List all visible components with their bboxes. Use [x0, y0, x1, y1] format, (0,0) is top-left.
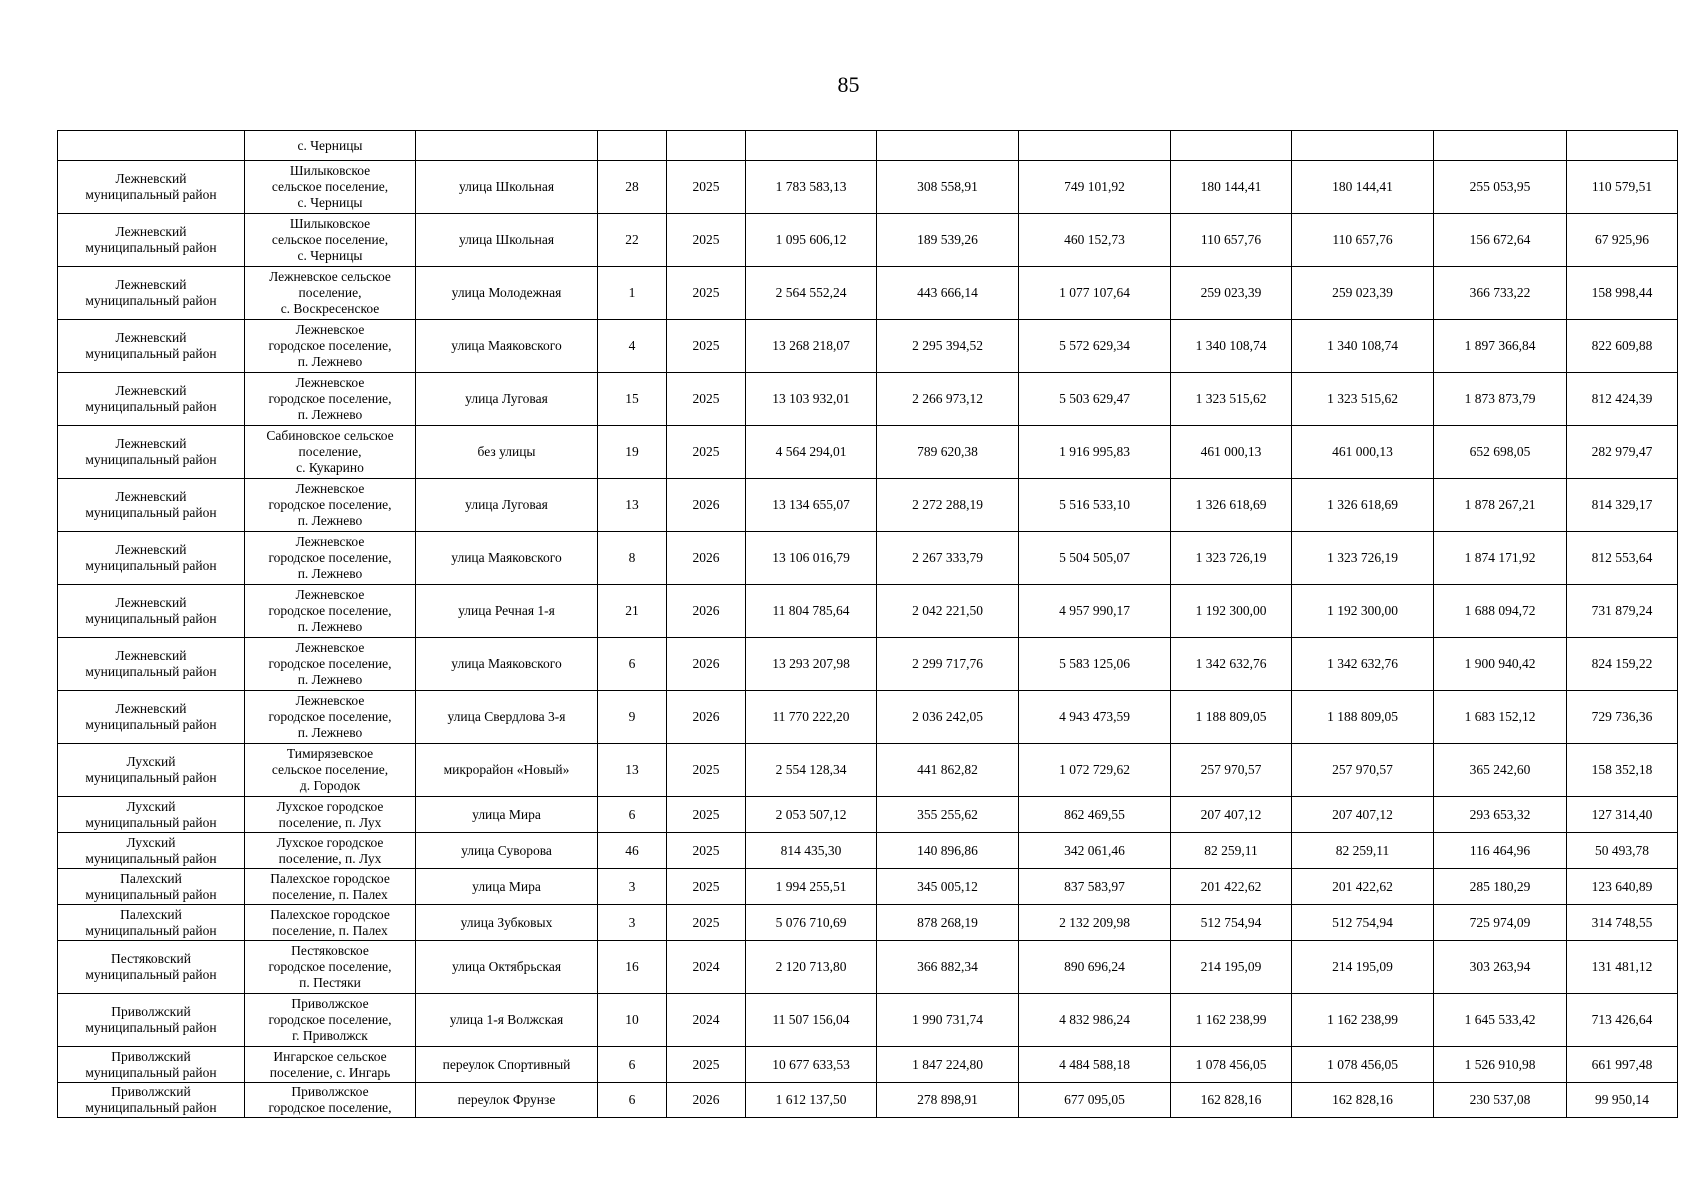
- house-number-cell: 3: [598, 869, 667, 905]
- value-cell-1: 366 882,34: [877, 941, 1019, 994]
- house-number-cell: 6: [598, 1083, 667, 1118]
- value-cell-5: 1 688 094,72: [1434, 585, 1567, 638]
- street-cell: переулок Спортивный: [416, 1047, 598, 1083]
- value-cell-3: 162 828,16: [1171, 1083, 1292, 1118]
- value-cell-5: 1 526 910,98: [1434, 1047, 1567, 1083]
- district-cell: Лежневский муниципальный район: [58, 585, 245, 638]
- value-cell-2: 4 484 588,18: [1019, 1047, 1171, 1083]
- year-cell: 2025: [667, 161, 746, 214]
- year-cell: 2025: [667, 905, 746, 941]
- value-cell-1: 2 267 333,79: [877, 532, 1019, 585]
- year-cell: 2026: [667, 1083, 746, 1118]
- value-cell-1: 443 666,14: [877, 267, 1019, 320]
- table-row: [58, 214, 1678, 267]
- value-cell-5: 725 974,09: [1434, 905, 1567, 941]
- year-cell: 2025: [667, 214, 746, 267]
- house-number-cell: 16: [598, 941, 667, 994]
- table-row: [58, 941, 1678, 994]
- table-row: [58, 638, 1678, 691]
- settlement-cell: Лежневское городское поселение, п. Лежнево: [245, 691, 416, 744]
- value-cell-5: 652 698,05: [1434, 426, 1567, 479]
- total-cost-cell: 13 134 655,07: [746, 479, 877, 532]
- house-number-cell: 13: [598, 479, 667, 532]
- value-cell-5: 1 897 366,84: [1434, 320, 1567, 373]
- house-number-cell: 4: [598, 320, 667, 373]
- value-cell-3: 1 162 238,99: [1171, 994, 1292, 1047]
- district-cell: [58, 131, 245, 161]
- district-cell: Приволжский муниципальный район: [58, 1047, 245, 1083]
- value-cell-5: 1 683 152,12: [1434, 691, 1567, 744]
- settlement-cell: Приволжское городское поселение,: [245, 1083, 416, 1118]
- value-cell-5: 116 464,96: [1434, 833, 1567, 869]
- value-cell-4: 1 162 238,99: [1292, 994, 1434, 1047]
- value-cell-6: 282 979,47: [1567, 426, 1678, 479]
- value-cell-1: 189 539,26: [877, 214, 1019, 267]
- value-cell-6: 812 553,64: [1567, 532, 1678, 585]
- total-cost-cell: [746, 131, 877, 161]
- district-cell: Лежневский муниципальный район: [58, 267, 245, 320]
- value-cell-2: 890 696,24: [1019, 941, 1171, 994]
- value-cell-3: 180 144,41: [1171, 161, 1292, 214]
- settlement-cell: Палехское городское поселение, п. Палех: [245, 869, 416, 905]
- total-cost-cell: 1 095 606,12: [746, 214, 877, 267]
- value-cell-6: 67 925,96: [1567, 214, 1678, 267]
- district-cell: Лежневский муниципальный район: [58, 214, 245, 267]
- house-number-cell: 22: [598, 214, 667, 267]
- value-cell-1: 789 620,38: [877, 426, 1019, 479]
- table-row: [58, 131, 1678, 161]
- street-cell: улица Школьная: [416, 214, 598, 267]
- settlement-cell: Лежневское городское поселение, п. Лежнево: [245, 532, 416, 585]
- value-cell-3: 259 023,39: [1171, 267, 1292, 320]
- total-cost-cell: 13 293 207,98: [746, 638, 877, 691]
- value-cell-1: 2 295 394,52: [877, 320, 1019, 373]
- value-cell-2: 5 516 533,10: [1019, 479, 1171, 532]
- value-cell-3: 512 754,94: [1171, 905, 1292, 941]
- value-cell-1: 2 266 973,12: [877, 373, 1019, 426]
- street-cell: улица 1-я Волжская: [416, 994, 598, 1047]
- value-cell-4: 1 326 618,69: [1292, 479, 1434, 532]
- value-cell-4: 82 259,11: [1292, 833, 1434, 869]
- total-cost-cell: 13 103 932,01: [746, 373, 877, 426]
- table-row: [58, 691, 1678, 744]
- year-cell: 2024: [667, 941, 746, 994]
- settlement-cell: Ингарское сельское поселение, с. Ингарь: [245, 1047, 416, 1083]
- value-cell-4: 180 144,41: [1292, 161, 1434, 214]
- settlement-cell: Лежневское городское поселение, п. Лежнево: [245, 479, 416, 532]
- value-cell-4: 110 657,76: [1292, 214, 1434, 267]
- value-cell-3: 1 188 809,05: [1171, 691, 1292, 744]
- value-cell-5: 1 645 533,42: [1434, 994, 1567, 1047]
- street-cell: улица Мира: [416, 797, 598, 833]
- year-cell: 2025: [667, 426, 746, 479]
- table-row: [58, 1047, 1678, 1083]
- value-cell-1: 278 898,91: [877, 1083, 1019, 1118]
- value-cell-4: 207 407,12: [1292, 797, 1434, 833]
- value-cell-3: 1 342 632,76: [1171, 638, 1292, 691]
- data-table: [57, 130, 1678, 1118]
- value-cell-4: 201 422,62: [1292, 869, 1434, 905]
- value-cell-2: 677 095,05: [1019, 1083, 1171, 1118]
- value-cell-4: 1 323 515,62: [1292, 373, 1434, 426]
- value-cell-3: 82 259,11: [1171, 833, 1292, 869]
- value-cell-4: 1 188 809,05: [1292, 691, 1434, 744]
- value-cell-6: 812 424,39: [1567, 373, 1678, 426]
- year-cell: 2025: [667, 744, 746, 797]
- house-number-cell: 6: [598, 638, 667, 691]
- value-cell-1: 2 042 221,50: [877, 585, 1019, 638]
- street-cell: улица Октябрьская: [416, 941, 598, 994]
- district-cell: Пестяковский муниципальный район: [58, 941, 245, 994]
- district-cell: Лежневский муниципальный район: [58, 161, 245, 214]
- table-row: [58, 426, 1678, 479]
- street-cell: улица Маяковского: [416, 532, 598, 585]
- total-cost-cell: 5 076 710,69: [746, 905, 877, 941]
- value-cell-3: 461 000,13: [1171, 426, 1292, 479]
- street-cell: без улицы: [416, 426, 598, 479]
- house-number-cell: 19: [598, 426, 667, 479]
- street-cell: улица Школьная: [416, 161, 598, 214]
- value-cell-3: 1 078 456,05: [1171, 1047, 1292, 1083]
- settlement-cell: Шилыковское сельское поселение, с. Черницы: [245, 161, 416, 214]
- settlement-cell: Лежневское городское поселение, п. Лежнево: [245, 320, 416, 373]
- house-number-cell: 13: [598, 744, 667, 797]
- value-cell-1: 878 268,19: [877, 905, 1019, 941]
- street-cell: улица Свердлова 3-я: [416, 691, 598, 744]
- value-cell-2: 837 583,97: [1019, 869, 1171, 905]
- value-cell-6: 824 159,22: [1567, 638, 1678, 691]
- value-cell-6: 158 352,18: [1567, 744, 1678, 797]
- settlement-cell: Лухское городское поселение, п. Лух: [245, 833, 416, 869]
- year-cell: 2026: [667, 638, 746, 691]
- value-cell-4: 461 000,13: [1292, 426, 1434, 479]
- settlement-cell: Палехское городское поселение, п. Палех: [245, 905, 416, 941]
- district-cell: Лухский муниципальный район: [58, 797, 245, 833]
- year-cell: 2025: [667, 1047, 746, 1083]
- street-cell: улица Мира: [416, 869, 598, 905]
- district-cell: Палехский муниципальный район: [58, 905, 245, 941]
- house-number-cell: 1: [598, 267, 667, 320]
- value-cell-1: 441 862,82: [877, 744, 1019, 797]
- house-number-cell: 21: [598, 585, 667, 638]
- street-cell: улица Луговая: [416, 373, 598, 426]
- value-cell-2: 1 072 729,62: [1019, 744, 1171, 797]
- value-cell-5: 366 733,22: [1434, 267, 1567, 320]
- district-cell: Приволжский муниципальный район: [58, 994, 245, 1047]
- table-row: [58, 320, 1678, 373]
- district-cell: Лухский муниципальный район: [58, 833, 245, 869]
- district-cell: Палехский муниципальный район: [58, 869, 245, 905]
- value-cell-3: 1 323 515,62: [1171, 373, 1292, 426]
- value-cell-6: 661 997,48: [1567, 1047, 1678, 1083]
- house-number-cell: 6: [598, 797, 667, 833]
- value-cell-5: 1 878 267,21: [1434, 479, 1567, 532]
- street-cell: улица Маяковского: [416, 320, 598, 373]
- street-cell: улица Суворова: [416, 833, 598, 869]
- house-number-cell: 15: [598, 373, 667, 426]
- value-cell-5: 230 537,08: [1434, 1083, 1567, 1118]
- settlement-cell: Лежневское сельское поселение, с. Воскресенское: [245, 267, 416, 320]
- value-cell-4: 1 078 456,05: [1292, 1047, 1434, 1083]
- settlement-cell: Приволжское городское поселение, г. Приволжск: [245, 994, 416, 1047]
- value-cell-3: 201 422,62: [1171, 869, 1292, 905]
- value-cell-2: 749 101,92: [1019, 161, 1171, 214]
- district-cell: Лежневский муниципальный район: [58, 691, 245, 744]
- total-cost-cell: 2 120 713,80: [746, 941, 877, 994]
- value-cell-4: 214 195,09: [1292, 941, 1434, 994]
- value-cell-6: 110 579,51: [1567, 161, 1678, 214]
- value-cell-3: 257 970,57: [1171, 744, 1292, 797]
- year-cell: 2026: [667, 479, 746, 532]
- total-cost-cell: 1 612 137,50: [746, 1083, 877, 1118]
- table-row: [58, 905, 1678, 941]
- table-row: [58, 585, 1678, 638]
- value-cell-3: 1 326 618,69: [1171, 479, 1292, 532]
- house-number-cell: 28: [598, 161, 667, 214]
- house-number-cell: 8: [598, 532, 667, 585]
- value-cell-3: 1 192 300,00: [1171, 585, 1292, 638]
- value-cell-4: 1 323 726,19: [1292, 532, 1434, 585]
- value-cell-2: 460 152,73: [1019, 214, 1171, 267]
- value-cell-6: 99 950,14: [1567, 1083, 1678, 1118]
- total-cost-cell: 1 994 255,51: [746, 869, 877, 905]
- total-cost-cell: 11 804 785,64: [746, 585, 877, 638]
- value-cell-6: 713 426,64: [1567, 994, 1678, 1047]
- district-cell: Лежневский муниципальный район: [58, 532, 245, 585]
- total-cost-cell: 2 564 552,24: [746, 267, 877, 320]
- value-cell-5: 156 672,64: [1434, 214, 1567, 267]
- value-cell-3: 110 657,76: [1171, 214, 1292, 267]
- value-cell-6: 158 998,44: [1567, 267, 1678, 320]
- value-cell-1: 1 990 731,74: [877, 994, 1019, 1047]
- table-row: [58, 267, 1678, 320]
- value-cell-2: 5 503 629,47: [1019, 373, 1171, 426]
- value-cell-3: 1 340 108,74: [1171, 320, 1292, 373]
- value-cell-2: [1019, 131, 1171, 161]
- value-cell-2: 1 916 995,83: [1019, 426, 1171, 479]
- total-cost-cell: 13 268 218,07: [746, 320, 877, 373]
- table-row: [58, 373, 1678, 426]
- value-cell-5: 365 242,60: [1434, 744, 1567, 797]
- value-cell-1: 345 005,12: [877, 869, 1019, 905]
- value-cell-5: 1 873 873,79: [1434, 373, 1567, 426]
- value-cell-4: 1 192 300,00: [1292, 585, 1434, 638]
- house-number-cell: [598, 131, 667, 161]
- value-cell-4: 1 340 108,74: [1292, 320, 1434, 373]
- page-number: 85: [837, 72, 860, 97]
- value-cell-2: 5 504 505,07: [1019, 532, 1171, 585]
- value-cell-3: 1 323 726,19: [1171, 532, 1292, 585]
- year-cell: 2026: [667, 532, 746, 585]
- total-cost-cell: 4 564 294,01: [746, 426, 877, 479]
- year-cell: [667, 131, 746, 161]
- value-cell-5: 1 900 940,42: [1434, 638, 1567, 691]
- street-cell: улица Зубковых: [416, 905, 598, 941]
- settlement-cell: Лежневское городское поселение, п. Лежнево: [245, 373, 416, 426]
- total-cost-cell: 814 435,30: [746, 833, 877, 869]
- total-cost-cell: 2 554 128,34: [746, 744, 877, 797]
- year-cell: 2026: [667, 691, 746, 744]
- house-number-cell: 9: [598, 691, 667, 744]
- value-cell-5: 1 874 171,92: [1434, 532, 1567, 585]
- district-cell: Лежневский муниципальный район: [58, 638, 245, 691]
- value-cell-5: 303 263,94: [1434, 941, 1567, 994]
- settlement-cell: с. Черницы: [245, 131, 416, 161]
- year-cell: 2024: [667, 994, 746, 1047]
- year-cell: 2025: [667, 373, 746, 426]
- settlement-cell: Лухское городское поселение, п. Лух: [245, 797, 416, 833]
- value-cell-6: 822 609,88: [1567, 320, 1678, 373]
- value-cell-2: 4 943 473,59: [1019, 691, 1171, 744]
- settlement-cell: Лежневское городское поселение, п. Лежнево: [245, 585, 416, 638]
- house-number-cell: 10: [598, 994, 667, 1047]
- value-cell-4: 259 023,39: [1292, 267, 1434, 320]
- value-cell-2: 2 132 209,98: [1019, 905, 1171, 941]
- settlement-cell: Сабиновское сельское поселение, с. Кукарино: [245, 426, 416, 479]
- street-cell: [416, 131, 598, 161]
- value-cell-4: 257 970,57: [1292, 744, 1434, 797]
- district-cell: Лежневский муниципальный район: [58, 426, 245, 479]
- street-cell: улица Луговая: [416, 479, 598, 532]
- value-cell-2: 4 957 990,17: [1019, 585, 1171, 638]
- year-cell: 2025: [667, 869, 746, 905]
- value-cell-6: 123 640,89: [1567, 869, 1678, 905]
- year-cell: 2026: [667, 585, 746, 638]
- total-cost-cell: 11 507 156,04: [746, 994, 877, 1047]
- total-cost-cell: 11 770 222,20: [746, 691, 877, 744]
- value-cell-5: [1434, 131, 1567, 161]
- value-cell-3: 214 195,09: [1171, 941, 1292, 994]
- value-cell-2: 342 061,46: [1019, 833, 1171, 869]
- street-cell: улица Речная 1-я: [416, 585, 598, 638]
- district-cell: Лежневский муниципальный район: [58, 373, 245, 426]
- value-cell-2: 5 572 629,34: [1019, 320, 1171, 373]
- year-cell: 2025: [667, 797, 746, 833]
- value-cell-6: 314 748,55: [1567, 905, 1678, 941]
- value-cell-6: 127 314,40: [1567, 797, 1678, 833]
- house-number-cell: 46: [598, 833, 667, 869]
- value-cell-4: 512 754,94: [1292, 905, 1434, 941]
- table-row: [58, 479, 1678, 532]
- value-cell-5: 293 653,32: [1434, 797, 1567, 833]
- total-cost-cell: 13 106 016,79: [746, 532, 877, 585]
- year-cell: 2025: [667, 833, 746, 869]
- district-cell: Лухский муниципальный район: [58, 744, 245, 797]
- value-cell-6: 729 736,36: [1567, 691, 1678, 744]
- value-cell-6: 50 493,78: [1567, 833, 1678, 869]
- total-cost-cell: 10 677 633,53: [746, 1047, 877, 1083]
- street-cell: улица Молодежная: [416, 267, 598, 320]
- house-number-cell: 6: [598, 1047, 667, 1083]
- table-row: [58, 161, 1678, 214]
- district-cell: Лежневский муниципальный район: [58, 320, 245, 373]
- total-cost-cell: 2 053 507,12: [746, 797, 877, 833]
- value-cell-3: [1171, 131, 1292, 161]
- total-cost-cell: 1 783 583,13: [746, 161, 877, 214]
- value-cell-4: 1 342 632,76: [1292, 638, 1434, 691]
- table-row: [58, 797, 1678, 833]
- table-row: [58, 1083, 1678, 1118]
- settlement-cell: Тимирязевское сельское поселение, д. Городок: [245, 744, 416, 797]
- value-cell-6: 814 329,17: [1567, 479, 1678, 532]
- table-row: [58, 744, 1678, 797]
- value-cell-1: 140 896,86: [877, 833, 1019, 869]
- value-cell-1: [877, 131, 1019, 161]
- value-cell-2: 5 583 125,06: [1019, 638, 1171, 691]
- table-row: [58, 869, 1678, 905]
- value-cell-1: 355 255,62: [877, 797, 1019, 833]
- settlement-cell: Лежневское городское поселение, п. Лежнево: [245, 638, 416, 691]
- value-cell-1: 1 847 224,80: [877, 1047, 1019, 1083]
- value-cell-6: 731 879,24: [1567, 585, 1678, 638]
- value-cell-4: 162 828,16: [1292, 1083, 1434, 1118]
- settlement-cell: Пестяковское городское поселение, п. Пестяки: [245, 941, 416, 994]
- value-cell-2: 4 832 986,24: [1019, 994, 1171, 1047]
- value-cell-1: 2 036 242,05: [877, 691, 1019, 744]
- table-row: [58, 994, 1678, 1047]
- settlement-cell: Шилыковское сельское поселение, с. Черницы: [245, 214, 416, 267]
- year-cell: 2025: [667, 320, 746, 373]
- house-number-cell: 3: [598, 905, 667, 941]
- value-cell-1: 2 272 288,19: [877, 479, 1019, 532]
- street-cell: микрорайон «Новый»: [416, 744, 598, 797]
- value-cell-4: [1292, 131, 1434, 161]
- value-cell-2: 1 077 107,64: [1019, 267, 1171, 320]
- value-cell-1: 308 558,91: [877, 161, 1019, 214]
- value-cell-1: 2 299 717,76: [877, 638, 1019, 691]
- table-row: [58, 833, 1678, 869]
- value-cell-2: 862 469,55: [1019, 797, 1171, 833]
- value-cell-6: 131 481,12: [1567, 941, 1678, 994]
- year-cell: 2025: [667, 267, 746, 320]
- street-cell: улица Маяковского: [416, 638, 598, 691]
- table-row: [58, 532, 1678, 585]
- street-cell: переулок Фрунзе: [416, 1083, 598, 1118]
- district-cell: Приволжский муниципальный район: [58, 1083, 245, 1118]
- value-cell-5: 255 053,95: [1434, 161, 1567, 214]
- value-cell-6: [1567, 131, 1678, 161]
- district-cell: Лежневский муниципальный район: [58, 479, 245, 532]
- value-cell-5: 285 180,29: [1434, 869, 1567, 905]
- value-cell-3: 207 407,12: [1171, 797, 1292, 833]
